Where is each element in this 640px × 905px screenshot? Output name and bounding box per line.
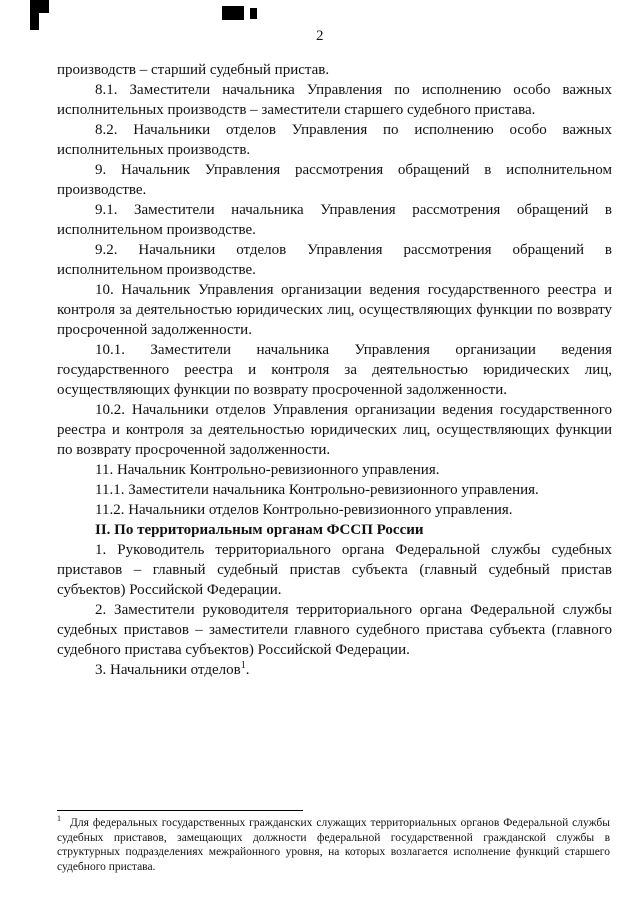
body-paragraph: 9.1. Заместители начальника Управления рассмотрения обращений в исполнительном производстве.	[57, 202, 612, 238]
body-paragraph: производств – старший судебный пристав.	[57, 62, 330, 78]
footnote-reference: 1	[240, 660, 246, 671]
scan-artifact	[222, 6, 244, 20]
body-paragraph-text: 3. Начальники отделов	[95, 662, 241, 678]
body-paragraph: 11.2. Начальники отделов Контрольно-ревизионного управления.	[95, 502, 513, 518]
body-paragraph: 10.2. Начальники отделов Управления организации ведения государственного реестра и контроля за деятельностью юридических лиц, осуществляющих функции по возврату просроченной задолженности.	[57, 402, 612, 458]
body-paragraph: 8.1. Заместители начальника Управления по исполнению особо важных исполнительных производств – заместители старшего судебного пристава.	[57, 82, 612, 118]
body-paragraph: 1. Руководитель территориального органа Федеральной службы судебных приставов – главный судебный пристав субъекта (главный судебный пристав субъектов) Российской Федерации.	[57, 542, 612, 598]
body-paragraph-tail: .	[245, 662, 250, 678]
body-paragraph: 10. Начальник Управления организации ведения государственного реестра и контроля за деятельностью юридических лиц, осуществляющих функции по возврату просроченной задолженности.	[57, 282, 612, 338]
footnote-marker: 1	[57, 814, 61, 824]
body-paragraph-with-footnote-ref	[57, 660, 612, 680]
footnote-separator	[57, 810, 303, 811]
footnote-block	[57, 810, 610, 874]
footnote-text	[57, 816, 610, 874]
scan-artifact	[250, 8, 257, 19]
body-paragraph: 9. Начальник Управления рассмотрения обращений в исполнительном производстве.	[57, 162, 612, 198]
body-text	[57, 60, 612, 680]
footnote-body: Для федеральных государственных гражданских служащих территориальных органов Федеральной службы судебных приставов, замещающих должности федеральной государственной гражданской службы в структурных подразделениях межрайонного уровня, на которых возлагается исполнение функций старшего судебного пристава.	[57, 817, 610, 873]
body-paragraph: 10.1. Заместители начальника Управления организации ведения государственного реестра и контроля за деятельностью юридических лиц, осуществляющих функции по возврату просроченной задолженности.	[57, 342, 612, 398]
body-paragraph: 8.2. Начальники отделов Управления по исполнению особо важных исполнительных производств.	[57, 122, 612, 158]
page-number: 2	[316, 28, 324, 44]
scan-artifact	[30, 0, 49, 13]
body-paragraph: 9.2. Начальники отделов Управления рассмотрения обращений в исполнительном производстве.	[57, 242, 612, 278]
body-paragraph: 11. Начальник Контрольно-ревизионного управления.	[95, 462, 440, 478]
body-paragraph: 2. Заместители руководителя территориального органа Федеральной службы судебных приставов – заместители главного судебного пристава субъекта (главного судебного пристава субъектов) Российской Федерации.	[57, 602, 612, 658]
section-heading: II. По территориальным органам ФССП России	[95, 522, 424, 538]
body-paragraph: 11.1. Заместители начальника Контрольно-ревизионного управления.	[95, 482, 539, 498]
